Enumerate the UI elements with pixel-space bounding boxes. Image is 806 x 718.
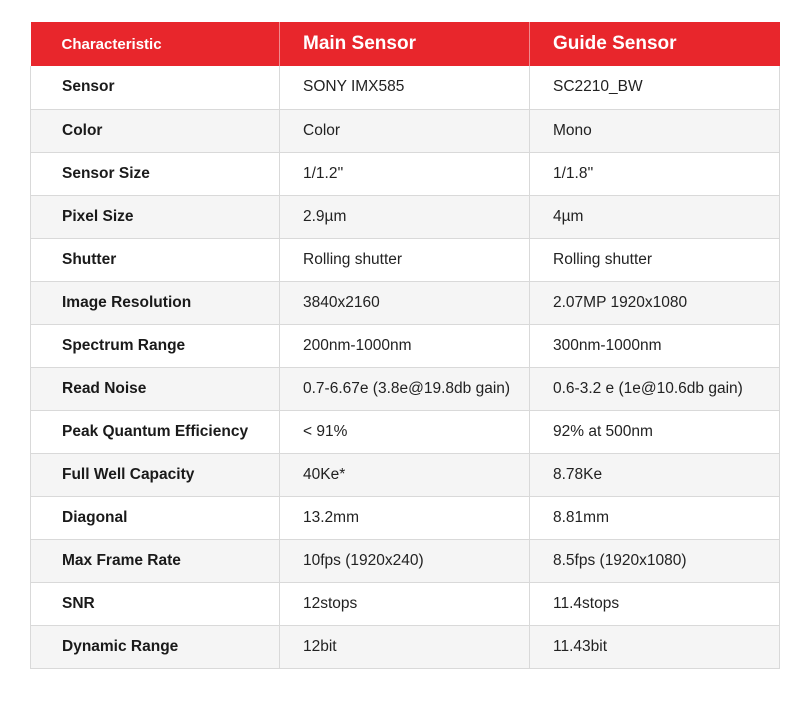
table-row <box>31 66 780 109</box>
row-label: Image Resolution <box>31 281 280 324</box>
sensor-spec-table <box>30 22 780 669</box>
main-sensor-value: Color <box>280 109 530 152</box>
row-label: Pixel Size <box>31 195 280 238</box>
guide-sensor-value: Rolling shutter <box>530 238 780 281</box>
main-sensor-value: 12bit <box>280 625 530 668</box>
table-row <box>31 410 780 453</box>
main-sensor-value: Rolling shutter <box>280 238 530 281</box>
guide-sensor-value: Mono <box>530 109 780 152</box>
guide-sensor-value: 11.43bit <box>530 625 780 668</box>
main-sensor-value: 12stops <box>280 582 530 625</box>
header-main-sensor: Main Sensor <box>280 22 530 66</box>
row-label: Diagonal <box>31 496 280 539</box>
row-label: Read Noise <box>31 367 280 410</box>
main-sensor-value: 13.2mm <box>280 496 530 539</box>
main-sensor-value: SONY IMX585 <box>280 66 530 109</box>
table-row <box>31 539 780 582</box>
guide-sensor-value: 92% at 500nm <box>530 410 780 453</box>
table-row <box>31 195 780 238</box>
guide-sensor-value: 8.81mm <box>530 496 780 539</box>
guide-sensor-value: 8.5fps (1920x1080) <box>530 539 780 582</box>
row-label: Color <box>31 109 280 152</box>
table-header-row <box>31 22 780 66</box>
main-sensor-value: 200nm-1000nm <box>280 324 530 367</box>
row-label: Full Well Capacity <box>31 453 280 496</box>
table-row <box>31 367 780 410</box>
header-guide-sensor: Guide Sensor <box>530 22 780 66</box>
table-row <box>31 324 780 367</box>
guide-sensor-value: 0.6-3.2 e (1e@10.6db gain) <box>530 367 780 410</box>
table-row <box>31 109 780 152</box>
table-row <box>31 625 780 668</box>
guide-sensor-value: 11.4stops <box>530 582 780 625</box>
row-label: Spectrum Range <box>31 324 280 367</box>
main-sensor-value: < 91% <box>280 410 530 453</box>
table-row <box>31 238 780 281</box>
row-label: Dynamic Range <box>31 625 280 668</box>
row-label: Max Frame Rate <box>31 539 280 582</box>
table-row <box>31 453 780 496</box>
main-sensor-value: 10fps (1920x240) <box>280 539 530 582</box>
main-sensor-value: 1/1.2'' <box>280 152 530 195</box>
row-label: Sensor Size <box>31 152 280 195</box>
row-label: Sensor <box>31 66 280 109</box>
main-sensor-value: 3840x2160 <box>280 281 530 324</box>
guide-sensor-value: 300nm-1000nm <box>530 324 780 367</box>
header-characteristic: Characteristic <box>31 22 280 66</box>
table-row <box>31 281 780 324</box>
guide-sensor-value: SC2210_BW <box>530 66 780 109</box>
table-row <box>31 582 780 625</box>
guide-sensor-value: 4µm <box>530 195 780 238</box>
main-sensor-value: 2.9µm <box>280 195 530 238</box>
guide-sensor-value: 8.78Ke <box>530 453 780 496</box>
table-row <box>31 152 780 195</box>
guide-sensor-value: 1/1.8'' <box>530 152 780 195</box>
guide-sensor-value: 2.07MP 1920x1080 <box>530 281 780 324</box>
row-label: Peak Quantum Efficiency <box>31 410 280 453</box>
table-row <box>31 496 780 539</box>
main-sensor-value: 0.7-6.67e (3.8e@19.8db gain) <box>280 367 530 410</box>
main-sensor-value: 40Ke* <box>280 453 530 496</box>
row-label: SNR <box>31 582 280 625</box>
row-label: Shutter <box>31 238 280 281</box>
